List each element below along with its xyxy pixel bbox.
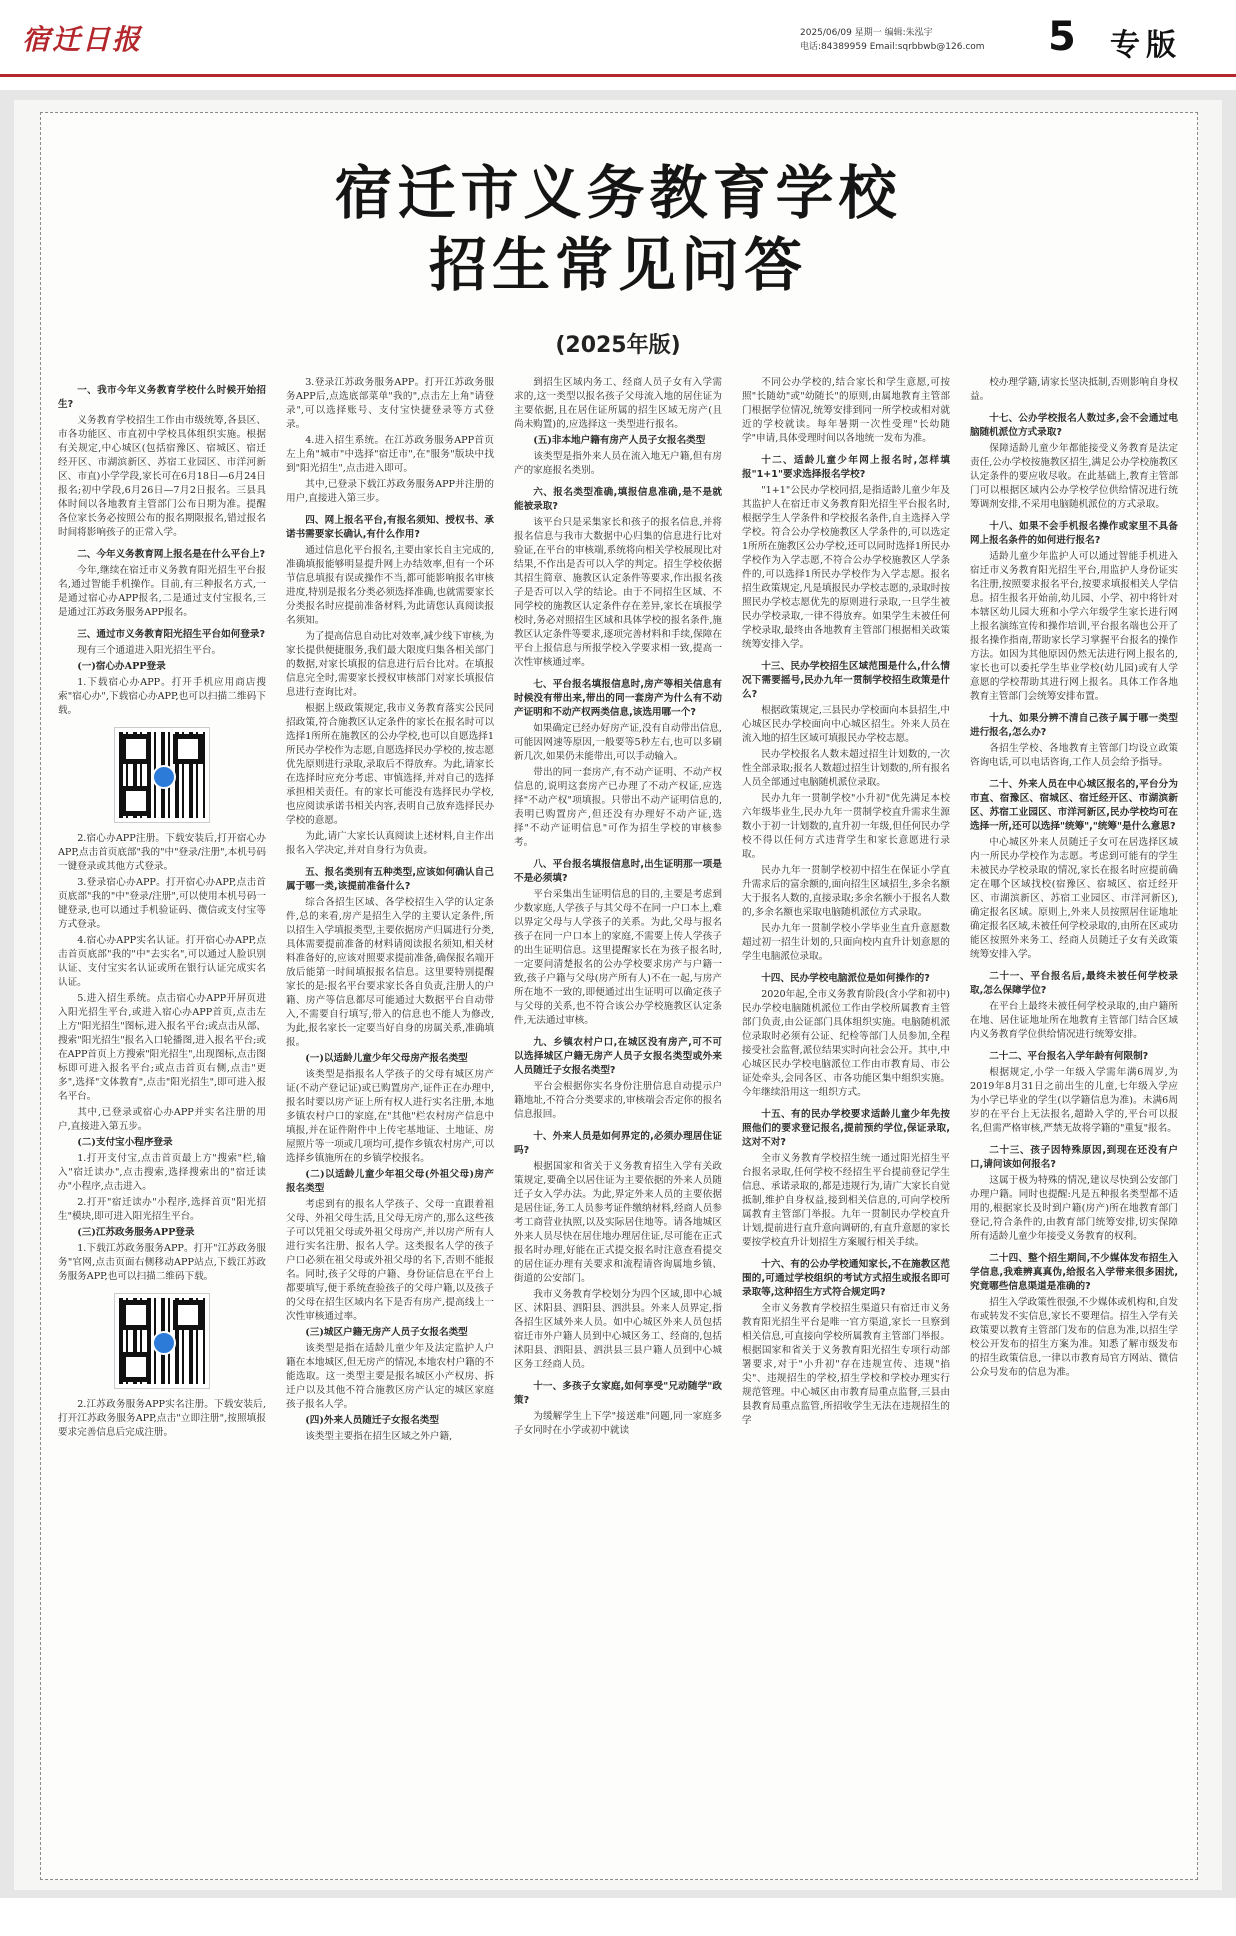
question-heading: 十三、民办学校招生区域范围是什么,什么情况下需要摇号,民办九年一贯制学校招生政策是什么? — [742, 661, 950, 700]
paragraph: 2020年起,全市义务教育阶段(含小学和初中)民办学校电脑随机派位工作由学校所属教育主管部门负责,由公证部门具体组织实施。电脑随机派位录取时必须有公证、纪检等部门人员参加,全程接受社会监督,派位结果实时向社会公开。其中,中心城区民办学校电脑派位工作由市教育局、市公证处牵头,会同各区、市各功能区集中组织实施。今年继续沿用这一组织方式。 — [742, 989, 950, 1098]
question-heading: 十七、公办学校报名人数过多,会不会通过电脑随机派位方式录取? — [970, 413, 1178, 438]
question-heading: 十九、如果分辨不清自己孩子属于哪一类型进行报名,怎么办? — [970, 713, 1178, 738]
section-name: 专版 — [1110, 28, 1182, 63]
paragraph: 为了提高信息自动比对效率,减少线下审核,为家长提供便捷服务,我们最大限度归集各相关部门的数据,对家长填报的信息进行后台比对。在填报信息完全时,需要家长授权审核部门对家长填报信息进行查询比对。 — [286, 631, 494, 698]
question-heading: 一、我市今年义务教育学校什么时候开始招生? — [58, 385, 266, 410]
qr-code-jiangsu[interactable] — [115, 1294, 209, 1388]
paragraph: 根据政策规定,三县民办学校面向本县招生,中心城区民办学校面向中心城区招生。外来人员在流入地的招生区域可填报民办学校志愿。 — [742, 705, 950, 744]
paragraph: 4.进入招生系统。在江苏政务服务APP首页左上角"城市"中选择"宿迁市",在"服务"版块中找到"阳光招生",点击进入即可。 — [286, 435, 494, 474]
paragraph: 带出的同一套房产,有不动产证明、不动产权信息的,说明这套房产已办理了不动产权证,应选择"不动产权"项填报。只带出不动产证明信息的,表明已购置房产,但还没有办理好不动产证,选择"不动产证明信息"可作为招生学校的审核参考。 — [514, 767, 722, 848]
masthead-rule — [0, 74, 1236, 77]
subheading: (三)城区户籍无房产人员子女报名类型 — [305, 1327, 468, 1338]
question-heading: 九、乡镇农村户口,在城区没有房产,可不可以选择城区户籍无房产人员子女报名类型或外来人员随迁子女报名类型? — [514, 1037, 722, 1076]
paragraph: 3.登录江苏政务服务APP。打开江苏政务服务APP后,点选底部菜单"我的",点击左上角"请登录",可以选择账号、支付宝快捷登录等方式登录。 — [286, 377, 494, 430]
paragraph: 招生入学政策性很强,不少媒体或机构和,自发布或转发不实信息,家长不要理信。招生入学有关政策要以教育主管部门发布的信息为准,以招生学校公开发布的招生方案为准。知悉了解市级发布的招生政策信息,一律以市教育局官方网站、微信公众号发布的信息为准。 — [970, 1297, 1178, 1378]
paragraph: 3.登录宿心办APP。打开宿心办APP,点击首页底部"我的"中"登录/注册",可以使用本机号码一键登录,也可以通过手机验证码、微信或支付宝等方式登录。 — [58, 877, 266, 930]
paragraph: 我市义务教育学校划分为四个区域,即中心城区、沭阳县、泗阳县、泗洪县。外来人员界定,指各招生区域外来人员。如中心城区外来人员包括宿迁市外户籍人员到中心城区务工、经商的,包括沭阳县、泗阳县、泗洪县三县户籍人员到中心城区务工经商人员。 — [514, 1289, 722, 1370]
column-3 — [514, 376, 722, 1936]
paragraph: 根据国家和省关于义务教育招生入学有关政策规定,要确全以居住证为主要依据的外来人员随迁子女入学办法。为此,界定外来人员的主要依据是居住证,务工人员参考证件缴纳材料,经商人员参考工商营业执照,以及实际居住地等。请各地城区外来人员尽快在居住地办理居住证,尽可能在正式报名时办理,好能在正式提交报名时注意查看提交的居住证办理有关要求和流程请咨询属地乡镇、街道的公安部门。 — [514, 1161, 722, 1284]
paragraph: 民办学校报名人数未超过招生计划数的,一次性全部录取;报名人数超过招生计划数的,所有报名人员全部通过电脑随机派位录取。 — [742, 749, 950, 788]
paragraph: 该类型是指报名人学孩子的父母有城区房产证(不动产登记证)或已购置房产,证件正在办理中,报名时要以房产证上所有权人进行实名注册,本地多镇农村户口的家庭,在"其他"栏农村房产信息中填报,并在证件附件中上传宅基地证、土地证、房屋照片等一项或几项均可,提作乡镇农村房产,可以选择乡镇施所在的乡镇学校报名。 — [286, 1069, 494, 1164]
paragraph: 5.进入招生系统。点击宿心办APP开屏页进入阳光招生平台,或进入宿心办APP首页,点击左上方"阳光招生"图标,进入报名平台;或点击从部、搜索"阳光招生"报名入口轮播图,进入报名平台;或在APP首页上方搜索"阳光招生",出现图标,点击图标即可进入报名平台;或点击首页右侧,点击"更多",选择"文体教育",点击"阳光招生",即可进入报名平台。 — [58, 993, 266, 1102]
subheading: (一)宿心办APP登录 — [77, 661, 166, 672]
paragraph: 根据规定,小学一年级入学需年满6周岁,为2019年8月31日之前出生的儿童,七年级入学应为小学已毕业的学生(以学籍信息为准)。未满6周岁的在平台上无法报名,超龄入学的,平台可以报名,但需严格审核,严禁无故将学籍的"重复"报名。 — [970, 1067, 1178, 1134]
subheading: (三)江苏政务服务APP登录 — [77, 1227, 195, 1238]
paragraph: 现有三个通道进入阳光招生平台。 — [77, 645, 222, 656]
paragraph: 其中,已登录下载江苏政务服务APP并注册的用户,直接进入第三步。 — [286, 479, 494, 504]
subheading: (四)外来人员随迁子女报名类型 — [305, 1415, 439, 1426]
paragraph: 民办九年一贯制学校"小升初"优先满足本校六年级毕业生,民办九年一贯制学校直升需求生源数小于初一计划数的,直升初一年级,但任何民办学校不得以任何方式违背学生和家长意愿进行录取。 — [742, 793, 950, 860]
question-heading: 四、网上报名平台,有报名须知、授权书、承诺书需要家长确认,有什么作用? — [286, 515, 494, 540]
paragraph: 如果确定已经办好房产证,没有自动带出信息,可能因网速等原因,一般要等5秒左右,也可以多刷新几次,如果仍未能带出,可以手动输入。 — [514, 723, 722, 762]
column-5 — [970, 376, 1178, 1936]
paragraph: 保障适龄儿童少年都能接受义务教育是法定责任,公办学校按施教区招生,满足公办学校施教区认定条件的要应收尽收。在此基础上,教育主管部门可以根据区域内公办学校学位供给情况进行统筹调剂安排,不采用电脑随机派位的方式录取。 — [970, 443, 1178, 510]
question-heading: 二十四、整个招生期间,不少媒体发布招生入学信息,我难辨真真伪,给报名入学带来很多困扰,究竟哪些信息渠道是准确的? — [970, 1253, 1178, 1292]
question-heading: 八、平台报名填报信息时,出生证明那一项是不是必须填? — [514, 859, 722, 884]
question-heading: 十八、如果不会手机报名操作或家里不具备网上报名条件的如何进行报名? — [970, 521, 1178, 546]
question-heading: 二、今年义务教育网上报名是在什么平台上? — [77, 549, 266, 560]
question-heading: 三、通过市义务教育阳光招生平台如何登录? — [77, 629, 266, 640]
question-heading: 十四、民办学校电脑派位是如何操作的? — [761, 973, 930, 984]
paragraph: 全市义务教育学校招生渠道只有宿迁市义务教育阳光招生平台是唯一官方渠道,家长一旦察到相关信息,可直接向学校所属教育主管部门举报。根据国家和省关于义务教育阳光招生专项行动部署要求,对于"小升初"存在违规宣传、违规"掐尖"、违规招生的学校,招生学校和学校办理实行规范管理。中心城区由市教育局重点监督,三县由县教育局重点监管,所招收学生无法在违规招生的学 — [742, 1303, 950, 1426]
paragraph: 今年,继续在宿迁市义务教育阳光招生平台报名,通过智能手机操作。目前,有三种报名方式,一是通过宿心办APP报名,二是通过支付宝报名,三是通过江苏政务服务APP报名。 — [58, 565, 266, 618]
question-heading: 七、平台报名填报信息时,房产等相关信息有时候没有带出来,带出的同一套房产为什么有不动产证明和不动产权两类信息,该选用哪一个? — [514, 679, 722, 718]
column-4 — [742, 376, 950, 1936]
paragraph: 各招生学校、各地教育主管部门均设立政策咨询电话,可以电话咨询,工作人员会给予指导。 — [970, 743, 1178, 768]
question-heading: 十六、有的公办学校通知家长,不在施教区范围的,可通过学校组织的考试方式招生或报名即可录取等,这种招生方式符合规定吗? — [742, 1259, 950, 1298]
paragraph: 为此,请广大家长认真阅读上述材料,自主作出报名入学决定,并对自身行为负责。 — [286, 831, 494, 856]
question-heading: 十二、适龄儿童少年网上报名时,怎样填报"1+1"要求选择报名学校? — [742, 455, 950, 480]
paragraph: 通过信息化平台报名,主要由家长自主完成的,准确填报能够明显提升网上办结效率,但有一个环节信息填报有误或操作不当,都可能影响报名审核进度,特别是报名分类必须选择准确,也就需要家长分类报名时应提前准备材料,为此请您认真阅读报名须知。 — [286, 545, 494, 626]
question-heading: 五、报名类别有五种类型,应该如何确认自己属于哪一类,该提前准备什么? — [286, 867, 494, 892]
paragraph: 不同公办学校的,结合家长和学生意愿,可按照"长随幼"或"幼随长"的原则,由属地教育主管部门根据学位情况,统筹安排到同一所学校或相对就近的学校就读。每年暑期一次性受理"长幼随学"申请,具体受理时间以各地统一发布为准。 — [742, 377, 950, 444]
paragraph: "1+1"公民办学校同招,是指适龄儿童少年及其监护人在宿迁市义务教育阳光招生平台报名时,根据学生人学条件和学校报名条件,自主选择入学学校。符合公办学校施教区人学条件的,可以选定1所所在施教区公办学校,还可以同时选择1所民办学校作为入学志愿,不符合公办学校施教区人学条件的,可以选择1所民办学校作为入学志愿。报名招生政策规定,凡是填报民办学校志愿的,录取时按照民办学校志愿优先的原则进行录取,一旦学生被民办学校录取,一律不得放弃。如果学生未被任何学校录取,最终由各地教育主管部门根据相关政策统筹安排入学。 — [742, 485, 950, 650]
paragraph: 民办九年一贯制学校小学毕业生直升意愿数超过初一招生计划的,只面向校内直升计划意愿的学生电脑派位录取。 — [742, 923, 950, 962]
paragraph: 中心城区外来人员随迁子女可在居选择区域内一所民办学校作为志愿。考虑到可能有的学生未被民办学校录取的情况,家长在报名时应提前确定在哪个区域找校(宿豫区、宿城区、宿迁经开区、市湖滨新区、苏宿工业园区、市洋河新区),确定报名区域。原则上,外来人员按照居住证地址确定报名区域,未被任何学校录取的,由所在区或功能区按照外来务工、经商人员随迁子女有关政策统筹安排入学。 — [970, 837, 1178, 960]
app-logo-icon — [152, 1331, 176, 1355]
qr-code-suxinban[interactable] — [115, 728, 209, 822]
paragraph: 在平台上最终未被任何学校录取的,由户籍所在地、居住证地址所在地教育主管部门结合区域内义务教育学位供给情况进行统筹安排。 — [970, 1001, 1178, 1040]
question-heading: 十一、多孩子女家庭,如何享受"兄动随学"政策? — [514, 1381, 722, 1406]
question-heading: 二十一、平台报名后,最终未被任何学校录取,怎么保障学位? — [970, 971, 1178, 996]
subheading: (五)非本地户籍有房产人员子女报名类型 — [533, 435, 706, 446]
masthead-meta — [800, 26, 1060, 54]
subtitle: (2025年版) — [555, 333, 681, 358]
article-panel — [14, 100, 1222, 1890]
subheading: (二)以适龄儿童少年祖父母(外祖父母)房产报名类型 — [286, 1169, 494, 1194]
paragraph: 该类型是指在适龄儿童少年及法定监护人户籍在本地城区,但无房产的情况,本地农村户籍的不能选取。这一类型主要是报名城区小产权房、拆迁户以及其他不符合施教区房产认定的城区家庭孩子报名人学。 — [286, 1343, 494, 1410]
paragraph: 根据上级政策规定,我市义务教育落实公民同招政策,符合施教区认定条件的家长在报名时可以选择1所所在施教区的公办学校,也可以自愿选择1所民办学校作为志愿,自愿选择民办学校的,按志愿优先原则进行录取,录取后不得放弃。为此,请家长在选择时应充分考虑、审慎选择,并对自己的选择承担相关责任。有的家长可能没有选择民办学校,也应阅读承诺书相关内容,表明自己放弃选择民办学校的意愿。 — [286, 703, 494, 826]
paragraph: 2.打开"宿迁读办"小程序,选择首页"阳光招生"模块,即可进入阳光招生平台。 — [58, 1197, 266, 1222]
paragraph: 4.宿心办APP实名认证。打开宿心办APP,点击首页底部"我的"中"去实名",可以通过人脸识别认证、支付宝实名认证或所在银行认证完成实名认证。 — [58, 935, 266, 988]
paragraph: 其中,已登录或宿心办APP并实名注册的用户,直接进入第五步。 — [58, 1107, 266, 1132]
question-heading: 二十、外来人员在中心城区报名的,平台分为市直、宿豫区、宿城区、宿迁经开区、市湖滨新区、苏宿工业园区、市洋河新区,民办学校均可在选择一所,还可以选择"统筹","统筹"是什么意思? — [970, 779, 1178, 832]
paragraph: 1.下载宿心办APP。打开手机应用商店搜索"宿心办",下载宿心办APP,也可以扫描二维码下载。 — [58, 677, 266, 716]
contact-line: 电话:84389959 Email:sqrbbwb@126.com — [800, 42, 985, 52]
paragraph: 义务教育学校招生工作由市级统筹,各县区、市各功能区、市直初中学校具体组织实施。根据有关规定,中心城区(包括宿豫区、宿城区、宿迁经开区、市湖滨新区、苏宿工业园区、市洋河新区、市直)小学学段,家长可在6月18日—6月24日报名;初中学段,6月26日—7月2日报名。三县具体时间以各地教育主管部门公布日期为准。提醒各位家长务必按照公布的报名期限报名,错过报名时间将影响孩子的正常入学。 — [58, 415, 266, 538]
paragraph: 2.江苏政务服务APP实名注册。下载安装后,打开江苏政务服务APP,点击"立即注册",按照填报要求完善信息后完成注册。 — [58, 1399, 266, 1438]
subheading: (二)支付宝小程序登录 — [77, 1137, 173, 1148]
paragraph: 到招生区域内务工、经商人员子女有入学需求的,这一类型以报名孩子父母流入地的居住证为主要依据,且在居住证所属的招生区域无房产(且尚未购置)的,应选择这一类型进行报名。 — [514, 377, 722, 430]
title-line-1: 宿迁市义务教育学校 — [334, 159, 902, 227]
paragraph: 全市义务教育学校招生统一通过阳光招生平台报名录取,任何学校不经招生平台提前登记学生信息、承诺录取的,都是违规行为,请广大家长自觉抵制,维护自身权益,接到相关信息的,可向学校所属教育主管部门举报。九年一贯制民办学校直升计划,提前进行直升意向调研的,有直升意愿的家长要按学校直升计划招生方案履行相关手续。 — [742, 1153, 950, 1248]
masthead — [0, 0, 1236, 100]
question-heading: 六、报名类型准确,填报信息准确,是不是就能被录取? — [514, 487, 722, 512]
paragraph: 民办九年一贯制学校初中招生在保证小学直升需求后的富余额的,面向招生区域招生,多余名额大于报名人数的,直接录取;多余名额小于报名人数的,多余名额也采取电脑随机派位方式录取。 — [742, 865, 950, 918]
paragraph: 1.打开支付宝,点击首页最上方"搜索"栏,输入"宿迁读办",点击搜索,选择搜索出的"宿迁读办"小程序,点击进入。 — [58, 1153, 266, 1192]
date-line: 2025/06/09 星期一 编辑:朱泓宇 — [800, 28, 933, 38]
page-number: 5 — [1048, 14, 1076, 60]
paragraph: 1.下载江苏政务服务APP。打开"江苏政务服务"官网,点击页面右侧移动APP站点,下载江苏政务服务APP,也可以扫描二维码下载。 — [58, 1243, 266, 1282]
subheading: (一)以适龄儿童少年父母房产报名类型 — [305, 1053, 468, 1064]
column-1 — [58, 376, 266, 1936]
question-heading: 二十二、平台报名入学年龄有何限制? — [989, 1051, 1149, 1062]
title-line-2: 招生常见问答 — [428, 231, 807, 299]
app-logo-icon — [152, 765, 176, 789]
paragraph: 平台会根据你实名身份注册信息自动提示户籍地址,不符合分类要求的,审核端会否定你的报名信息报回。 — [514, 1081, 722, 1120]
column-2 — [286, 376, 494, 1936]
paragraph: 校办理学籍,请家长坚决抵制,否则影响自身权益。 — [970, 377, 1178, 402]
paragraph: 2.宿心办APP注册。下载安装后,打开宿心办APP,点击首页底部"我的"中"登录/注册",本机号码一键登录或其他方式登录。 — [58, 833, 266, 872]
question-heading: 二十三、孩子因特殊原因,到现在还没有户口,请问该如何报名? — [970, 1145, 1178, 1170]
question-heading: 十、外来人员是如何界定的,必须办理居住证吗? — [514, 1131, 722, 1156]
question-heading: 十五、有的民办学校要求适龄儿童少年先按照他们的要求登记报名,提前预约学位,保证录取,这对不对? — [742, 1109, 950, 1148]
paragraph: 综合各招生区域、各学校招生入学的认定条件,总的来看,房产是招生入学的主要认定条件,所以招生入学填报类型,主要依据房产归属进行分类,具体需要提前准备的材料请阅读报名须知,相关材料准备好的,应该对照要求提前准备,确保报名端开放后能第一时间填报报名信息。这里要特别提醒家长的是:报名平台要求家长各自负责,注册人的户籍、房产等信息都尽可能通过大数据平台自动带入,不需要自行填写,带入的信息也不能人为修改,为此,报名家长一定要当好自身的房属关系,准确填报。 — [286, 897, 494, 1048]
article-columns — [58, 376, 1178, 1936]
paragraph: 适龄儿童少年监护人可以通过智能手机进入宿迁市义务教育阳光招生平台,用监护人身份证实名注册,按照要求报名平台,按要求填报相关人学信息。招生报名开始前,幼儿园、小学、初中将针对本辖区幼儿园大班和小学六年级学生家长进行网上报名演练宣传和操作培训,平台报名端也公开了报名操作指南,帮助家长学习掌握平台报名的操作方法。如因为其他原因仍然无法进行网上报名的,家长也可以委托学生毕业学校(幼儿园)或有人学意愿的学校帮助其进行网上报名。具体工作各地教育主管部门会统筹安排布置。 — [970, 551, 1178, 702]
paragraph: 为缓解学生上下学"接送难"问题,同一家庭多子女同时在小学或初中就读 — [514, 1411, 722, 1436]
paragraph: 平台采集出生证明信息的目的,主要是考虑到少数家庭,人学孩子与其父母不在同一户口本上,难以界定父母与人学孩子的关系。为此,父母与报名孩子在同一户口本上的家庭,不需要上传人学孩子的出生证明信息。这里提醒家长在为孩子报名时,一定要问清楚报名的公办学校要求房产与户籍一致,孩子户籍与父母(房产所有人)不在一起,与房产所在地不一致的,即便通过出生证明可以确定孩子与父母的关系,也不符合该公办学校施教区认定条件,无法通过审核。 — [514, 889, 722, 1026]
paragraph: 该类型是指外来人员在流入地无户籍,但有房产的家庭报名类别。 — [514, 451, 722, 476]
paragraph: 该平台只是采集家长和孩子的报名信息,并将报名信息与我市大数据中心归集的信息进行比对验证,在平台的审核端,系统将向相关学校展现比对结果,不作出是否可以入学的判定。招生学校依据其招生简章、施教区认定条件等要求,作出报名孩子是否可以入学的结论。由于不同招生区域、不同学校的施教区认定条件存在差异,家长在填报学校时,务必对照招生区域和具体学校的报名条件,施教区认定条件等要求,逐项完善材料和手续,保障在平台上报信息与所报学校入学要求相一致,提高一次性审核通过率。 — [514, 517, 722, 668]
paragraph: 该类型主要指在招生区域之外户籍, — [305, 1431, 453, 1442]
paragraph: 考虑到有的报名人学孩子、父母一直跟着祖父母、外祖父母生活,且父母无房产的,那么这些孩子可以凭祖父母或外祖父母房产,并以房产所有人进行实名注册、报名人学。这类报名人学的孩子户口必须在祖父母或外祖父母的名下,否则不能报名。同时,孩子父母的户籍、身份证信息在平台上都要填写,便于系统查验孩子的父母户籍,以及孩子的父母在招生区域内名下是否有房产,提高线上一次性审核通过率。 — [286, 1199, 494, 1322]
paper-name: 宿迁日报 — [22, 23, 143, 56]
paragraph: 这属于极为特殊的情况,建议尽快到公安部门办理户籍。同时也提醒:凡是五种报名类型都不适用的,根据家长及时到户籍(房产)所在地教育部门登记,符合条件的,由教育部门统筹安排,切实保障所有适龄儿童少年接受义务教育的权利。 — [970, 1175, 1178, 1242]
